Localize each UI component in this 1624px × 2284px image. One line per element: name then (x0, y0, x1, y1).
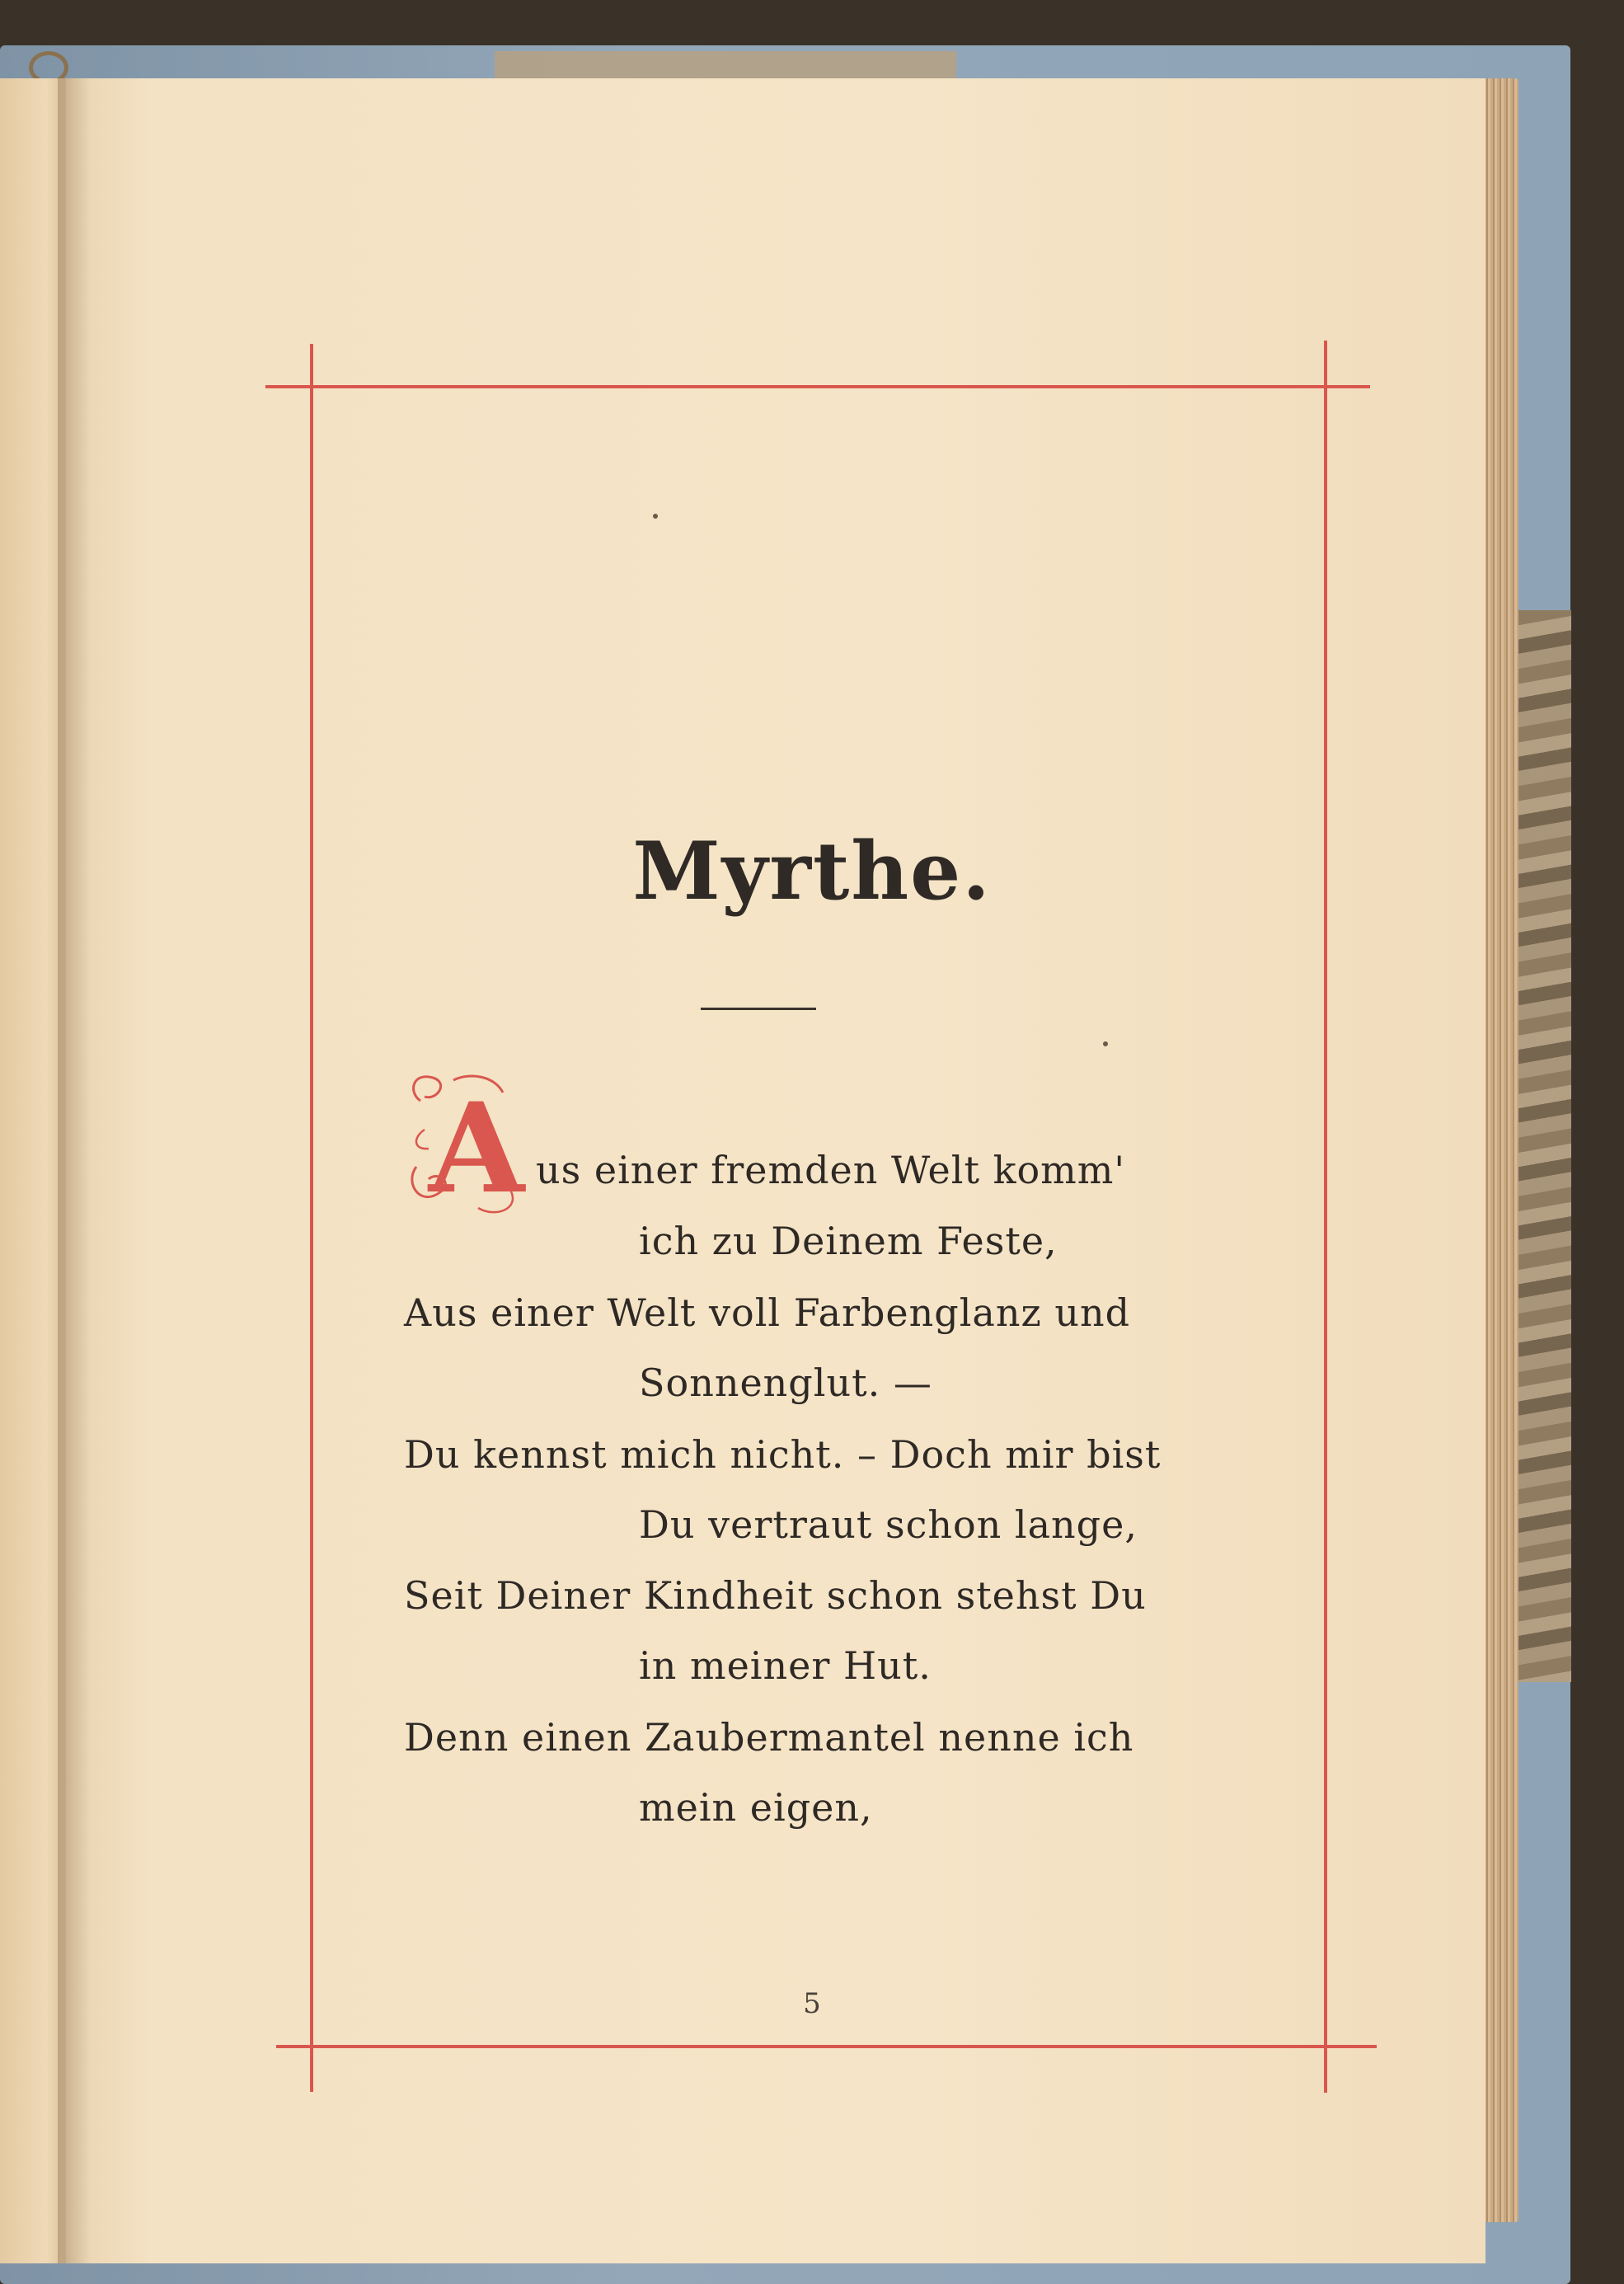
page-edges (1484, 78, 1518, 2222)
poem-line-7: Seit Deiner Kindheit schon stehst Du (404, 1573, 1147, 1618)
frame-bottom-rule (276, 2045, 1377, 2048)
poem-line-1: us einer fremden Welt komm' (536, 1148, 1126, 1192)
paper-spot (1103, 1041, 1108, 1046)
poem-line-5: Du kennst mich nicht. – Doch mir bist (404, 1432, 1162, 1477)
previous-page-edge (0, 78, 66, 2263)
page-number: 5 (803, 1987, 821, 2020)
poem-line-2: ich zu Deinem Feste, (639, 1219, 1058, 1263)
poem-line-3: Aus einer Welt voll Farbenglanz und (404, 1290, 1131, 1335)
poem-line-10: mein eigen, (639, 1785, 873, 1830)
poem-line-9: Denn einen Zaubermantel nenne ich (404, 1715, 1134, 1760)
frame-left-rule (310, 344, 313, 2092)
frame-right-rule (1324, 341, 1327, 2093)
poem-title: Myrthe. (632, 825, 992, 918)
dropcap-letter: A (428, 1076, 525, 1220)
poem-line-8: in meiner Hut. (639, 1643, 932, 1688)
spine-shadow (58, 78, 91, 2263)
ornate-initial-dropcap (404, 1068, 536, 1220)
poem-line-6: Du vertraut schon lange, (639, 1502, 1138, 1547)
frame-top-rule (265, 385, 1370, 388)
poem-line-4: Sonnenglut. — (639, 1361, 932, 1405)
marbled-binding (1518, 610, 1571, 1682)
title-divider (701, 1008, 816, 1010)
paper-spot (653, 514, 658, 519)
